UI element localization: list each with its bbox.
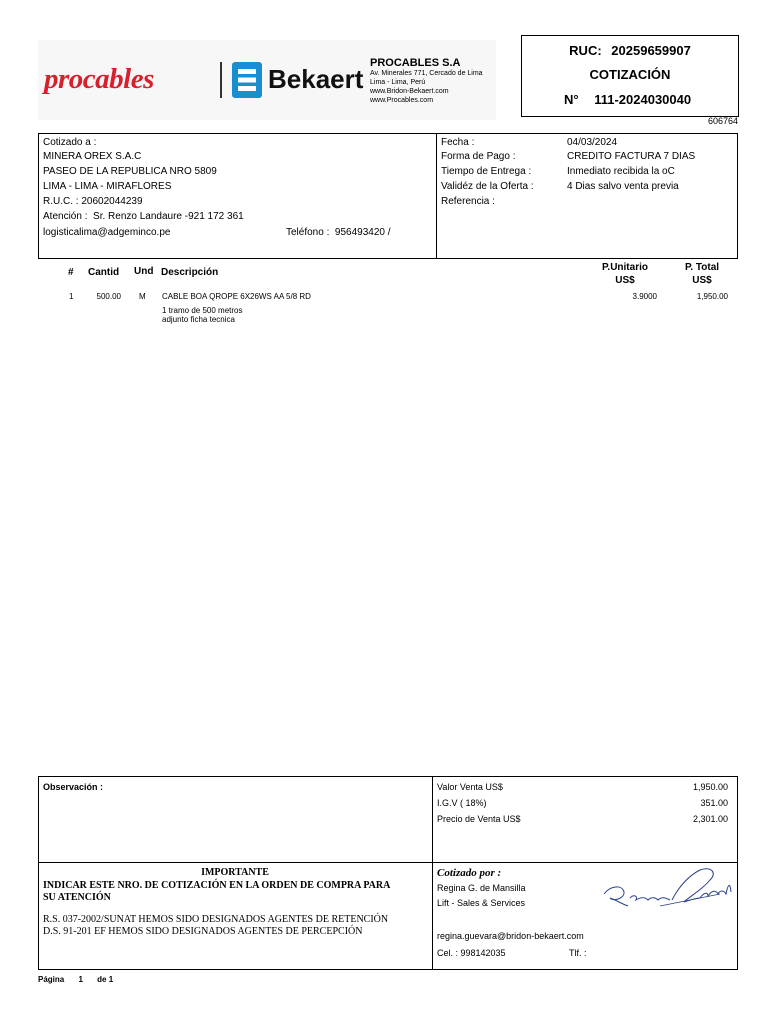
sale-price-value: 2,301.00 <box>692 814 728 824</box>
quote-number-value: 111-2024030040 <box>594 92 692 107</box>
col-num-header: # <box>68 267 74 278</box>
logo-divider <box>220 62 222 98</box>
row-unit: M <box>139 292 146 301</box>
row-num: 1 <box>69 292 74 301</box>
important-line4: D.S. 91-201 EF HEMOS SIDO DESIGNADOS AGENTES DE PERCEPCIÓN <box>43 926 363 937</box>
igv-label: I.G.V ( 18%) <box>437 798 487 808</box>
delivery-value: Inmediato recibida la oC <box>567 166 675 177</box>
quoted-by-name: Regina G. de Mansilla <box>437 883 526 893</box>
row-unit-price: 3.9000 <box>632 292 657 301</box>
page-of: de 1 <box>97 975 114 984</box>
ruc-box <box>521 35 739 117</box>
client-attention: Atención : Sr. Renzo Landaure -921 172 361 <box>43 211 244 222</box>
logo-block <box>38 40 496 120</box>
payment-label: Forma de Pago : <box>441 151 516 162</box>
bekaert-logo-text: Bekaert <box>268 64 364 94</box>
page-number: 1 <box>78 975 83 984</box>
col-unit-header: Und <box>134 266 154 277</box>
procables-logo: procables <box>44 63 154 95</box>
sale-price-label: Precio de Venta US$ <box>437 814 521 824</box>
igv-value: 351.00 <box>700 798 728 808</box>
client-address: PASEO DE LA REPUBLICA NRO 5809 <box>43 166 217 177</box>
company-address-2: Lima - Lima, Perú <box>370 79 426 86</box>
quoted-by-tlf: Tlf. : <box>569 948 587 958</box>
page-footer <box>38 975 113 984</box>
bekaert-b-icon <box>232 62 262 98</box>
row-desc-line3: adjunto ficha tecnica <box>162 315 235 324</box>
row-desc: CABLE BOA QROPE 6X26WS AA 5/8 RD <box>162 292 311 301</box>
signature <box>600 862 736 920</box>
client-name: MINERA OREX S.A.C <box>43 151 142 162</box>
observation-label: Observación : <box>43 782 104 792</box>
row-desc-line2: 1 tramo de 500 metros <box>162 306 243 315</box>
quote-number-label: N° <box>564 92 579 107</box>
company-address-1: Av. Minerales 771, Cercado de Lima <box>370 70 483 77</box>
company-name: PROCABLES S.A <box>370 57 461 69</box>
validity-value: 4 Dias salvo venta previa <box>567 181 679 192</box>
important-line3: R.S. 037-2002/SUNAT HEMOS SIDO DESIGNADOS AGENTES DE RETENCIÓN <box>43 914 389 925</box>
quoted-by-cel: Cel. : 998142035 <box>437 948 506 958</box>
delivery-label: Tiempo de Entrega : <box>441 166 532 177</box>
col-total-currency: US$ <box>692 275 712 286</box>
validity-label: Validéz de la Oferta : <box>441 181 534 192</box>
row-qty: 500.00 <box>96 292 121 301</box>
client-email[interactable]: logisticalima@adgeminco.pe <box>43 227 171 238</box>
ruc-label: RUC: <box>569 43 602 58</box>
important-title: IMPORTANTE <box>201 867 269 878</box>
col-desc-header: Descripción <box>161 267 219 278</box>
page-label: Página <box>38 975 65 984</box>
payment-value: CREDITO FACTURA 7 DIAS <box>567 151 696 162</box>
sale-value-label: Valor Venta US$ <box>437 782 503 792</box>
client-phone: Teléfono : 956493420 / <box>286 227 391 238</box>
date-value: 04/03/2024 <box>567 137 618 148</box>
ruc-value: 20259659907 <box>611 43 691 58</box>
client-district: LIMA - LIMA - MIRAFLORES <box>43 181 172 192</box>
quoted-by-email[interactable]: regina.guevara@bridon-bekaert.com <box>437 931 584 941</box>
client-divider <box>436 133 437 259</box>
reference-label: Referencia : <box>441 196 495 207</box>
quoted-by-label: Cotizado por : <box>437 867 502 879</box>
company-web-1: www.Bridon-Bekaert.com <box>370 88 449 95</box>
ruc-line <box>522 43 738 58</box>
quoted-by-dept: Lift - Sales & Services <box>437 898 526 908</box>
ref-code: 606764 <box>707 116 738 126</box>
row-total: 1,950.00 <box>696 292 728 301</box>
col-unit-price-currency: US$ <box>615 275 635 286</box>
company-web-2: www.Procables.com <box>370 97 434 104</box>
summary-divider <box>432 776 433 970</box>
col-total-header: P. Total <box>684 262 720 273</box>
col-unit-price-header: P.Unitario <box>602 262 648 273</box>
client-ruc: R.U.C. : 20602044239 <box>43 196 143 207</box>
important-line2: SU ATENCIÓN <box>43 892 111 903</box>
doc-type: COTIZACIÓN <box>589 67 671 82</box>
date-label: Fecha : <box>441 137 475 148</box>
quoted-to-label: Cotizado a : <box>43 137 97 148</box>
important-line1: INDICAR ESTE NRO. DE COTIZACIÓN EN LA ORDEN DE COMPRA PARA <box>43 880 391 891</box>
col-qty-header: Cantid <box>88 267 120 278</box>
quote-number-line <box>564 92 691 107</box>
sale-value: 1,950.00 <box>692 782 728 792</box>
